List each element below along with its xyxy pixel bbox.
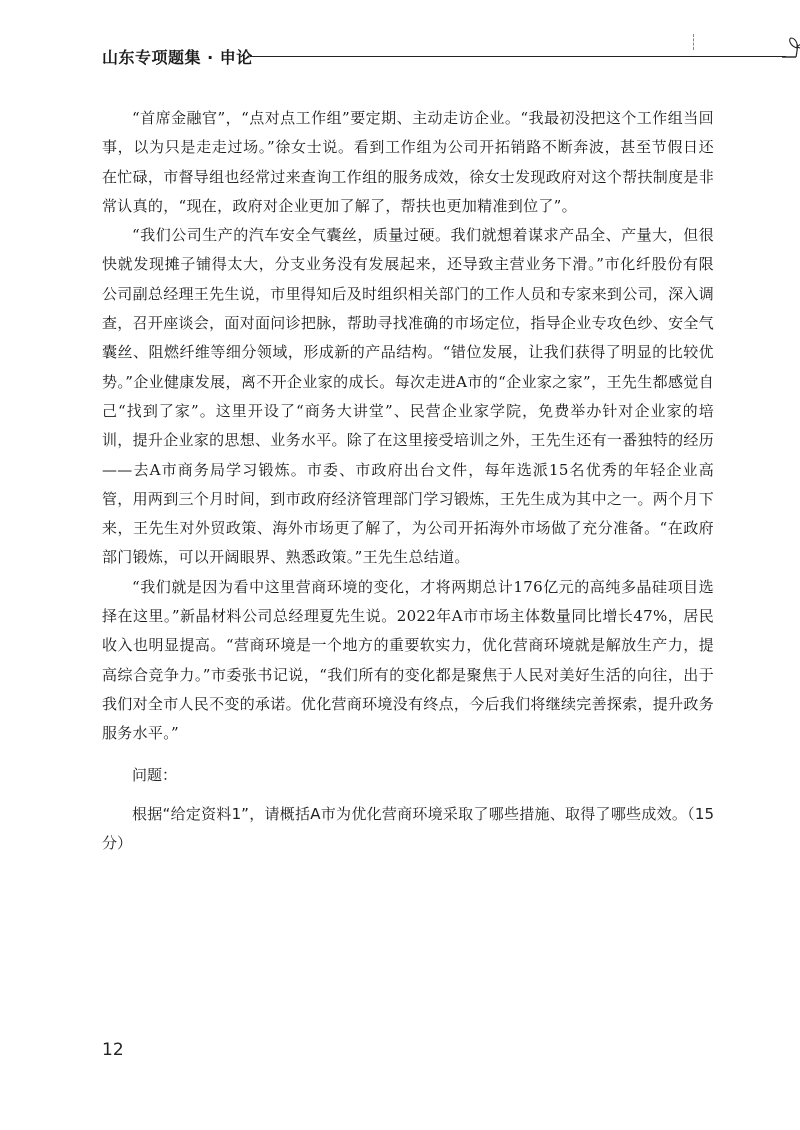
paragraph-1: “首席金融官”，“点对点工作组”要定期、主动走访企业。“我最初没把这个工作组当回事，以为只是走走过场。”徐女士说。看到工作组为公司开拓销路不断奔波，甚至节假日还在忙碌，市督导组也经常过来查询工作组的服务成效，徐女士发现政府对这个帮扶制度是非常认真的，“现在，政府对企业更加了解了，帮扶也更加精准到位了”。 [102,109,715,215]
header-rule [250,56,786,57]
paragraph-2: “我们公司生产的汽车安全气囊丝，质量过硬。我们就想着谋求产品全、产量大，但很快就发现摊子铺得太大，分支业务没有发展起来，还导致主营业务下滑。”市化纤股份有限公司副总经理王先生说，市里得知后及时组织相关部门的工作人员和专家来到公司，深入调查，召开座谈会，面对面问诊把脉，帮助寻找准确的市场定位，指导企业专攻色纱、安全气囊丝、阻燃纤维等细分领域，形成新的产品结构。“错位发展，让我们获得了明显的比较优势。”企业健康发展，离不开企业家的成长。每次走进A市的“企业家之家”，王先生都感觉自己“找到了家”。这里开设了“商务大讲堂”、民营企业家学院，免费举办针对企业家的培训，提升企业家的思想、业务水平。除了在这里接受培训之外，王先生还有一番独特的经历——去A市商务局学习锻炼。市委、市政府出台文件，每年选派15名优秀的年轻企业高管，用两到三个月时间，到市政府经济管理部门学习锻炼，王先生成为其中之一。两个月下来，王先生对外贸政策、海外市场更了解了，为公司开拓海外市场做了充分准备。“在政府部门锻炼，可以开阔眼界、熟悉政策。”王先生总结道。 [102,226,715,567]
page-number: 12 [102,1040,124,1060]
question-text: 根据“给定资料1”，请概括A市为优化营商环境采取了哪些措施、取得了哪些成效。（15分） [102,804,714,852]
header-title: 山东专项题集 · 申论 [102,48,253,67]
margin-guide [693,34,694,50]
paragraph-3: “我们就是因为看中这里营商环境的变化，才将两期总计176亿元的高纯多晶硅项目选择在这里。”新晶材料公司总经理夏先生说。2022年A市市场主体数量同比增长47%，居民收入也明显提高。“营商环境是一个地方的重要软实力，优化营商环境就是解放生产力，提高综合竞争力。”市委张书记说，“我们所有的变化都是聚焦于人民对美好生活的向往，出于我们对全市人民不变的承诺。优化营商环境没有终点，今后我们将继续完善探索，提升政务服务水平。” [102,577,715,743]
body-text [102,104,714,858]
question-label: 问题： [132,765,178,784]
running-header [102,36,712,70]
sprout-icon [780,36,800,70]
